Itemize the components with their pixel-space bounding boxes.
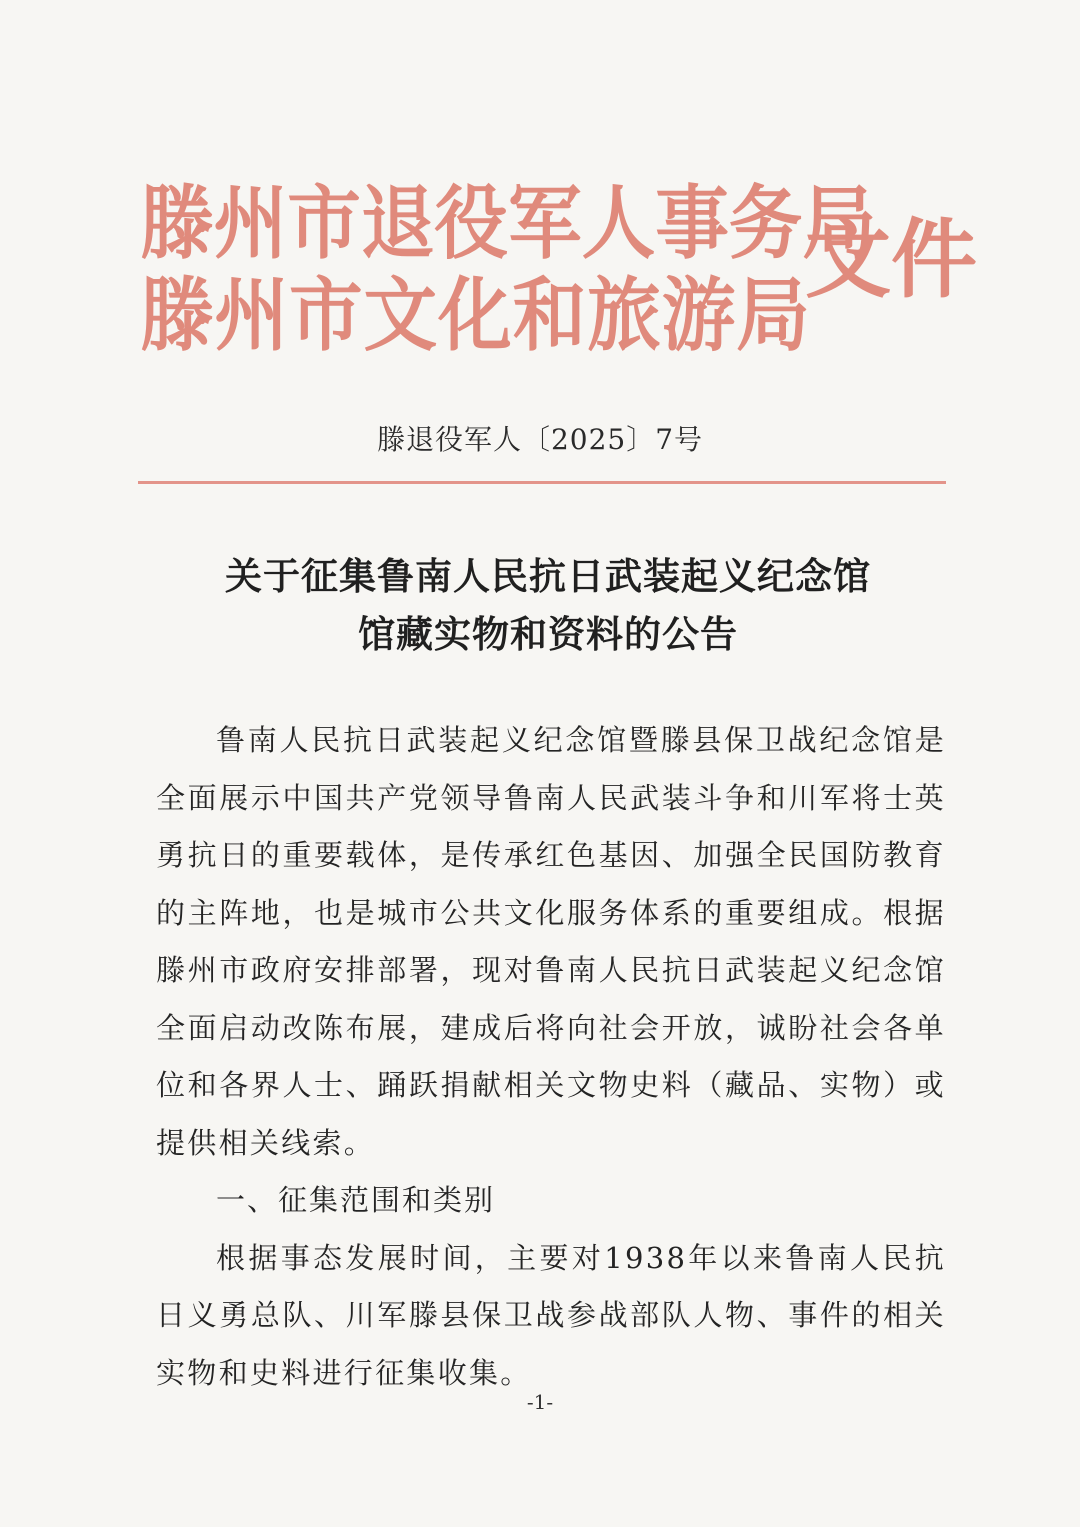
section-1-paragraph: 根据事态发展时间，主要对1938年以来鲁南人民抗日义勇总队、川军滕县保卫战参战部队人物、事件的相关实物和史料进行征集收集。 — [156, 1240, 946, 1390]
title-line-2: 馆藏实物和资料的公告 — [358, 612, 738, 656]
document-type-label: 文件 — [805, 209, 977, 310]
intro-paragraph: 鲁南人民抗日武装起义纪念馆暨滕县保卫战纪念馆是全面展示中国共产党领导鲁南人民武装斗争和川军将士英勇抗日的重要载体，是传承红色基因、加强全民国防教育的主阵地，也是城市公共文化服务体系的重要组成。根据滕州市政府安排部署，现对鲁南人民抗日武装起义纪念馆全面启动改陈布展，建成后将向社会开放，诚盼社会各单位和各界人士、踊跃捐献相关文物史料（藏品、实物）或提供相关线索。 — [156, 723, 946, 1160]
issuer-line-2: 滕州市文化和旅游局 — [140, 268, 811, 362]
red-header — [140, 176, 977, 368]
issuer-line-1: 滕州市退役军人事务局 — [140, 176, 876, 270]
body-content — [156, 712, 946, 1402]
title-line-1: 关于征集鲁南人民抗日武装起义纪念馆 — [225, 554, 871, 598]
page-number: -1- — [526, 1390, 554, 1414]
red-divider-line — [138, 481, 946, 484]
section-1-heading: 一、征集范围和类别 — [216, 1183, 496, 1217]
document-number: 滕退役军人〔2025〕7号 — [376, 423, 704, 456]
